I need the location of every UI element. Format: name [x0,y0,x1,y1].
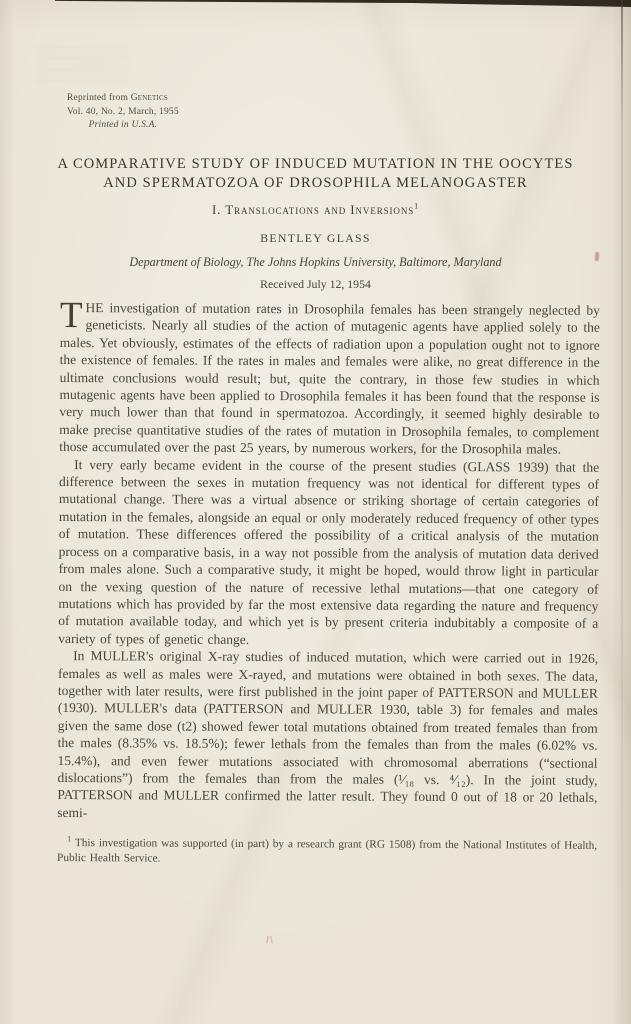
reprint-line3: Printed in U.S.A. [88,120,158,130]
subtitle-footnote-marker: 1 [414,201,420,211]
footnote-marker: 1 [67,834,72,844]
paragraph-1-text: HE investigation of mutation rates in Drosophila females has been strangely neglected by geneticists. Nearly all studies of the action of mutagenic agents have applied solely to the males. Yet obviously, estimates of the effects of radiation upon a population ought not to ignore the existence of females. If the rates in males and females were alike, no great difference in the ultimate conclusions would result; but, quite the contrary, in those few studies in which mutagenic agents have been applied to Drosophila females it has been found that the response is very much lower than that found in spermatozoa. Accordingly, it seemed highly desirable to make precise quantitative studies of the rates of mutation in Drosophila females, to complement those accumulated over the past 25 years, by numerous workers, for the Drosophila males. [59,300,600,457]
title-line-2: AND SPERMATOZOA OF DROSOPHILA MELANOGASTER [103,174,528,191]
paragraph-2: It very early became evident in the course of the present studies (GLASS 1939) that the difference between the sexes in mutation frequency was not identical for different types of mutational change. There was a virtual absence or striking shortage of certain categories of mutation in the females, alongside an equal or only moderately reduced frequency of other types of mutation. These differences offered the possibility of a critical analysis of the mutation process on a comparative basis, in a way not possible from the analysis of mutation data derived from males alone. Such a comparative study, it might be hoped, would throw light in particular on the vexing question of the nature of recessive lethal mutations—that one category of mutations which has provided by far the most extensive data regarding the nature and frequency of mutation available today, and which yet is by present criteria indubitably a composite of a variety of types of genetic change. [58,456,600,647]
reprint-line1 [67,92,179,106]
article-subtitle [0,202,631,218]
reprint-line2: Vol. 40, No. 2, March, 1955 [67,106,179,117]
journal-name: Genetics [130,93,168,103]
reprint-note [67,92,179,133]
article-title [0,155,631,192]
author-affiliation: Department of Biology, The Johns Hopkins University, Baltimore, Maryland [129,255,502,269]
author-name: BENTLEY GLASS [260,231,371,245]
footnote [57,836,597,868]
paragraph-3: In MULLER's original X-ray studies of induced mutation, which were carried out in 1926, females as well as males were X-rayed, and mutations were obtained in both sexes. The data, together with later results, were first published in the joint paper of PATTERSON and MULLER (1930). MULLER's data (PATTERSON and MULLER 1930, table 3) for females and males given the same dose (t2) showed fewer total mutations obtained from treated females than from the males (8.35% vs. 18.5%); fewer lethals from the females than from the males (6.02% vs. 15.4%), and even fewer mutations associated with chromosomal aberrations (“sectional dislocations”) from the females than from the males (¹⁄₁₈ vs. ⁴⁄₁₂). In the joint study, PATTERSON and MULLER confirmed the latter result. They found 0 out of 18 or 20 lethals, semi- [57,648,599,820]
top-edge-shadow [55,0,631,9]
title-line-1: A COMPARATIVE STUDY OF INDUCED MUTATION IN THE OOCYTES [57,156,574,172]
paragraph-1 [59,295,600,458]
faint-stamp-impression [38,46,128,90]
pencil-smudge [262,936,274,943]
margin-pencil-mark [595,252,600,261]
article-body [57,295,600,868]
subtitle-text: I. Translocations and Inversions [211,202,415,217]
reprint-prefix: Reprinted from [67,93,131,103]
footnote-text: This investigation was supported (in part) by a research grant (RG 1508) from the National Institutes of Health, Public Health Service. [57,837,598,865]
received-date: Received July 12, 1954 [260,277,371,291]
right-edge-shadow [621,0,623,1024]
drop-cap: T [59,295,83,337]
